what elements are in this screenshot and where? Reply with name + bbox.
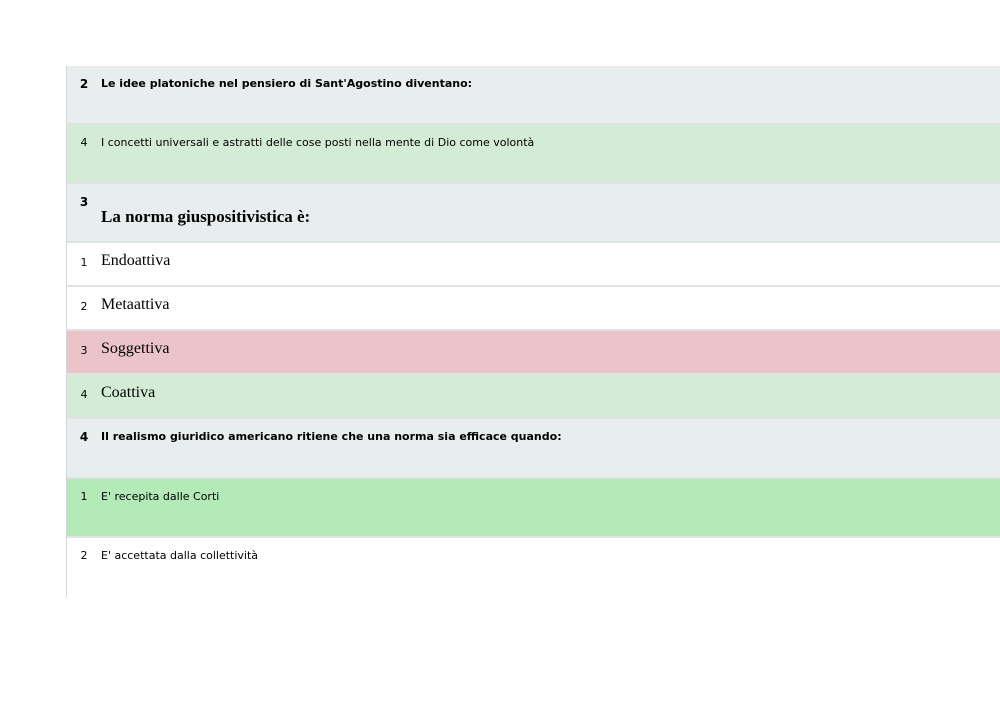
question-row [67, 184, 1000, 243]
question-text: La norma giuspositivistica è: [101, 207, 311, 226]
answer-text: Metaattiva [101, 296, 170, 313]
question-row [67, 66, 1000, 125]
answer-text: Soggettiva [101, 340, 170, 357]
question-text: Il realismo giuridico americano ritiene che una norma sia efficace quando: [101, 430, 562, 443]
answer-row-wrong [67, 331, 1000, 375]
answer-row-correct [67, 375, 1000, 419]
question-text: Le idee platoniche nel pensiero di Sant'Agostino diventano: [101, 77, 473, 90]
answer-number: 4 [80, 136, 88, 149]
answer-number: 2 [80, 549, 88, 562]
answer-text: E' accettata dalla collettività [101, 549, 259, 562]
answer-row-correct [67, 125, 1000, 184]
answer-text: Coattiva [101, 384, 156, 401]
question-number: 4 [79, 430, 89, 444]
question-number: 2 [79, 77, 89, 91]
question-row [67, 419, 1000, 479]
answer-number: 2 [80, 300, 88, 313]
page-mark [494, 0, 506, 2]
answer-text: I concetti universali e astratti delle cose posti nella mente di Dio come volontà [101, 136, 535, 149]
answer-number: 1 [80, 490, 88, 503]
quiz-table [66, 66, 1000, 597]
answer-row [67, 538, 1000, 597]
answer-row [67, 287, 1000, 331]
question-number: 3 [79, 195, 89, 209]
answer-number: 1 [80, 256, 88, 269]
answer-row-correct [67, 479, 1000, 538]
answer-row [67, 243, 1000, 287]
answer-number: 3 [80, 344, 88, 357]
answer-text: Endoattiva [101, 252, 171, 269]
answer-text: E' recepita dalle Corti [101, 490, 220, 503]
answer-number: 4 [80, 388, 88, 401]
